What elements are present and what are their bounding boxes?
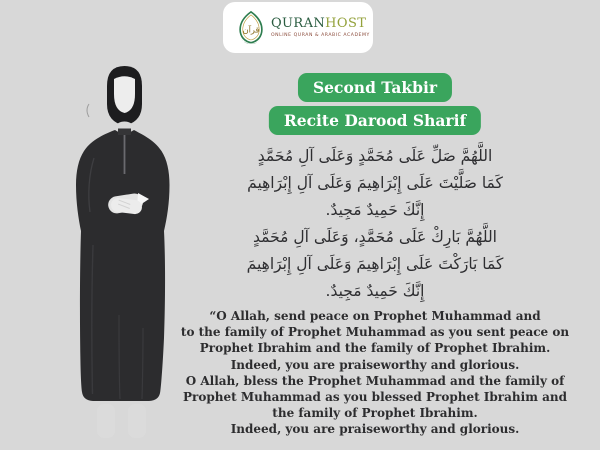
brand-name-primary: QURAN bbox=[271, 16, 326, 32]
brand-tagline: ONLINE QURAN & ARABIC ACADEMY bbox=[271, 32, 370, 38]
arabic-line: كَمَا صَلَّيْتَ عَلَى إِبْرَاهِيمَ وَعَلَى آلِ إِبْرَاهِيمَ bbox=[247, 174, 503, 192]
arabic-line: كَمَا بَارَكْتَ عَلَى إِبْرَاهِيمَ وَعَلَى آلِ إِبْرَاهِيمَ bbox=[246, 255, 504, 273]
left-foot bbox=[97, 404, 115, 438]
translation-line: “O Allah, send peace on Prophet Muhammad and bbox=[209, 309, 541, 323]
translation-line: the family of Prophet Ibrahim. bbox=[272, 406, 478, 421]
translation-line: Prophet Ibrahim and the family of Prophet Ibrahim. bbox=[199, 341, 551, 356]
brand-name bbox=[271, 17, 370, 30]
darood-arabic-text bbox=[195, 143, 555, 305]
arabic-line: إِنَّكَ حَمِيدٌ مَجِيدٌ. bbox=[325, 282, 425, 300]
quranhost-emblem-icon bbox=[236, 9, 266, 47]
translation-line: Prophet Muhammad as you blessed Prophet Ibrahim and bbox=[183, 390, 567, 405]
collar bbox=[118, 129, 131, 136]
step-instruction-banner: Recite Darood Sharif bbox=[269, 106, 481, 135]
arabic-line: إِنَّكَ حَمِيدٌ مَجِيدٌ. bbox=[325, 201, 425, 219]
translation-line: O Allah, bless the Prophet Muhammad and the family of bbox=[185, 373, 565, 388]
translation-line: Indeed, you are praiseworthy and glorious. bbox=[230, 357, 520, 372]
face bbox=[114, 76, 135, 113]
emblem-arabic-text: قرآن bbox=[242, 24, 260, 34]
sketch-line bbox=[87, 104, 89, 117]
logo-text bbox=[271, 17, 370, 38]
right-foot bbox=[128, 404, 146, 438]
step-title-banner: Second Takbir bbox=[298, 73, 452, 102]
brand-name-secondary: HOST bbox=[325, 16, 367, 32]
logo-card bbox=[223, 2, 373, 53]
darood-english-translation bbox=[180, 308, 570, 438]
translation-line: Indeed, you are praiseworthy and glorious. bbox=[230, 422, 520, 437]
translation-line: to the family of Prophet Muhammad as you sent peace on bbox=[180, 325, 570, 340]
arabic-line: اللَّهُمَّ صَلِّ عَلَى مُحَمَّدٍ وَعَلَى آلِ مُحَمَّدٍ bbox=[257, 147, 493, 165]
arabic-line: اللَّهُمَّ بَارِكْ عَلَى مُحَمَّدٍ، وَعَلَى آلِ مُحَمَّدٍ bbox=[253, 228, 497, 246]
robe-body bbox=[76, 130, 170, 401]
